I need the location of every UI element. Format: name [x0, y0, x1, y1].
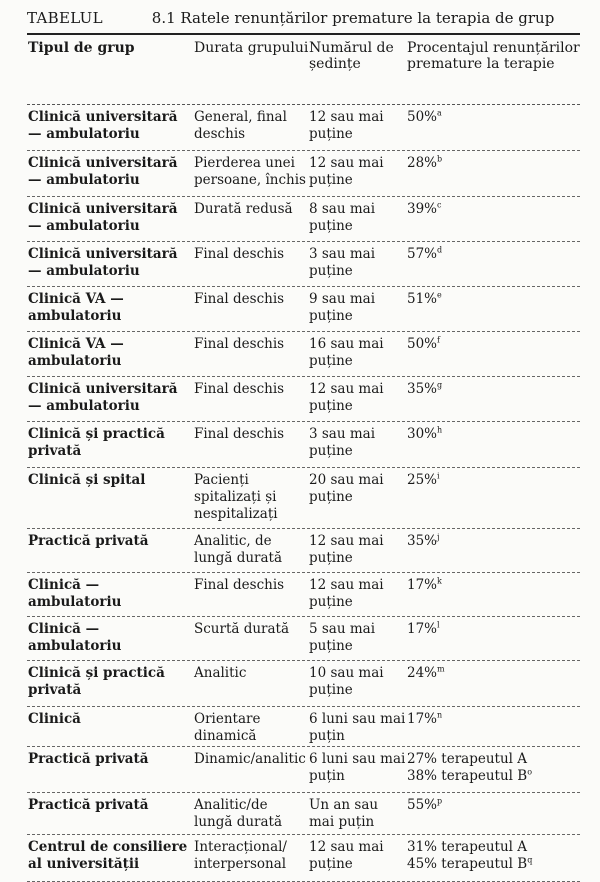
- footnote-marker: c: [437, 200, 442, 210]
- group-type-cell: Clinică și spital: [28, 472, 146, 488]
- dropout-rate-cell: [407, 468, 580, 528]
- header-group-type: Tipul de grup: [28, 40, 135, 56]
- dropout-rate-cell: [407, 105, 580, 150]
- footnote-marker: b: [437, 154, 443, 164]
- rate-value: 50%$^a$: [407, 108, 442, 125]
- sessions-cell: 6 luni sau mai puțin: [309, 711, 406, 744]
- table-row: [27, 377, 580, 422]
- rate-value: 35%$^g$: [407, 380, 443, 397]
- table-row: [27, 468, 580, 529]
- dropout-rate-cell: [407, 377, 580, 421]
- rate-value: 30%$^h$: [407, 425, 443, 442]
- dropout-rate-cell: [407, 573, 580, 616]
- group-type-cell: Clinică — ambulatoriu: [28, 621, 122, 654]
- table-row: [27, 332, 580, 377]
- rate-value: 31% terapeutul A: [407, 839, 528, 855]
- sessions-cell: 12 sau mai puține: [309, 533, 384, 566]
- rate-value: 51%$^e$: [407, 290, 442, 307]
- rate-value: 45% terapeutul $B^q$: [407, 855, 533, 872]
- duration-cell: Final deschis: [194, 381, 285, 397]
- group-type-cell: Clinică VA — ambulatoriu: [28, 291, 124, 324]
- group-type-cell: Clinică universitară — ambulatoriu: [28, 246, 178, 279]
- dropout-rate-cell: [407, 529, 580, 572]
- table-row: [27, 242, 580, 287]
- sessions-cell: 20 sau mai puține: [309, 472, 384, 505]
- sessions-cell: 3 sau mai puține: [309, 426, 376, 459]
- footnote-marker: a: [437, 108, 442, 118]
- duration-cell: Final deschis: [194, 291, 285, 307]
- table-caption: [27, 8, 587, 28]
- footnote-marker: m: [437, 664, 445, 674]
- table-row: [27, 529, 580, 573]
- duration-cell: Orientare dinamică: [194, 711, 261, 744]
- sessions-cell: 12 sau mai puține: [309, 839, 384, 872]
- duration-cell: Durată redusă: [194, 201, 293, 217]
- dropout-rate-cell: [407, 835, 580, 881]
- duration-cell: Pacienți spitalizați și nespitalizați: [194, 472, 278, 522]
- sessions-cell: 6 luni sau mai puțin: [309, 751, 406, 784]
- group-type-cell: Clinică VA — ambulatoriu: [28, 336, 124, 369]
- footnote-marker: k: [437, 576, 442, 586]
- sessions-cell: Un an sau mai puțin: [309, 797, 379, 830]
- sessions-cell: 5 sau mai puține: [309, 621, 376, 654]
- group-type-cell: Clinică și practică privată: [28, 426, 165, 459]
- table-row: [27, 287, 580, 332]
- duration-cell: Analitic: [194, 665, 247, 681]
- footnote-marker: l: [437, 620, 440, 630]
- group-type-cell: Clinică universitară — ambulatoriu: [28, 381, 178, 414]
- footnote-marker: g: [437, 380, 443, 390]
- caption-title: 8.1 Ratele renunțărilor premature la terapia de grup: [151, 9, 555, 27]
- table-row: [27, 747, 580, 793]
- rate-value: 55%$^p$: [407, 796, 443, 813]
- rate-value: 39%$^c$: [407, 200, 442, 217]
- group-type-cell: Clinică: [28, 711, 81, 727]
- group-type-cell: Clinică și practică privată: [28, 665, 165, 698]
- duration-cell: Pierderea unei persoane, închis: [194, 155, 306, 188]
- dropout-rate-cell: [407, 151, 580, 196]
- rate-value: 50%$^f$: [407, 335, 440, 352]
- header-dropout-rate: Procentajul renunțărilor premature la terapie: [407, 40, 580, 72]
- rate-value: 17%$^k$: [407, 576, 442, 593]
- table-row: [27, 617, 580, 661]
- table-row: [27, 197, 580, 242]
- rate-value: 35%$^j$: [407, 532, 440, 549]
- sessions-cell: 12 sau mai puține: [309, 381, 384, 414]
- footnote-marker: h: [437, 425, 443, 435]
- dropout-rate-cell: [407, 793, 580, 834]
- duration-cell: Analitic/de lungă durată: [194, 797, 283, 830]
- rate-value: 17%$^n$: [407, 710, 443, 727]
- table-row: [27, 105, 580, 151]
- group-type-cell: Practică privată: [28, 797, 149, 813]
- group-type-cell: Centrul de consiliere al universității: [28, 839, 188, 872]
- sessions-cell: 9 sau mai puține: [309, 291, 376, 324]
- sessions-cell: 12 sau mai puține: [309, 155, 384, 188]
- footnote-marker: d: [437, 245, 443, 255]
- dropout-rate-cell: [407, 707, 580, 746]
- table-row: [27, 422, 580, 468]
- table-row: [27, 661, 580, 707]
- dropout-rate-cell: [407, 661, 580, 706]
- header-duration: Durata grupului: [194, 40, 309, 56]
- duration-cell: Final deschis: [194, 577, 285, 593]
- dropout-rate-cell: [407, 617, 580, 660]
- table-row: [27, 835, 580, 882]
- group-type-cell: Clinică universitară — ambulatoriu: [28, 109, 178, 142]
- dropout-rate-cell: [407, 747, 580, 792]
- footnote-marker: n: [437, 710, 443, 720]
- group-type-cell: Clinică universitară — ambulatoriu: [28, 201, 178, 234]
- header-sessions: Numărul de ședințe: [309, 40, 394, 72]
- duration-cell: Final deschis: [194, 426, 285, 442]
- footnote-marker: e: [437, 290, 442, 300]
- dropout-rate-cell: [407, 197, 580, 241]
- sessions-cell: 16 sau mai puține: [309, 336, 384, 369]
- group-type-cell: Clinică universitară — ambulatoriu: [28, 155, 178, 188]
- rate-value: 17%$^l$: [407, 620, 440, 637]
- rate-value: 57%$^d$: [407, 245, 443, 262]
- rate-value: 38% terapeutul $B^o$: [407, 767, 533, 784]
- rate-value: 28%$^b$: [407, 154, 443, 171]
- sessions-cell: 8 sau mai puține: [309, 201, 376, 234]
- sessions-cell: 10 sau mai puține: [309, 665, 384, 698]
- duration-cell: Final deschis: [194, 246, 285, 262]
- footnote-marker: i: [437, 471, 440, 481]
- table-row: [27, 707, 580, 747]
- duration-cell: Interacțional/ interpersonal: [194, 839, 287, 872]
- sessions-cell: 12 sau mai puține: [309, 109, 384, 142]
- dropout-rate-cell: [407, 287, 580, 331]
- dropout-rate-cell: [407, 332, 580, 376]
- rate-value: 24%$^m$: [407, 664, 445, 681]
- table-header: [27, 38, 580, 105]
- table-row: [27, 573, 580, 617]
- rate-value: 27% terapeutul A: [407, 751, 528, 767]
- table-body: [27, 105, 580, 882]
- duration-cell: Scurtă durată: [194, 621, 290, 637]
- footnote-marker: j: [437, 532, 440, 542]
- footnote-marker: p: [437, 796, 443, 806]
- top-rule: [27, 33, 580, 35]
- sessions-cell: 12 sau mai puține: [309, 577, 384, 610]
- dropout-rate-cell: [407, 242, 580, 286]
- duration-cell: Dinamic/analitic: [194, 751, 306, 767]
- duration-cell: Final deschis: [194, 336, 285, 352]
- sessions-cell: 3 sau mai puține: [309, 246, 376, 279]
- duration-cell: Analitic, de lungă durată: [194, 533, 283, 566]
- table-row: [27, 151, 580, 197]
- rate-value: 25%$^i$: [407, 471, 440, 488]
- footnote-marker: q: [527, 855, 533, 865]
- footnote-marker: f: [437, 335, 440, 345]
- table-row: [27, 793, 580, 835]
- group-type-cell: Clinică — ambulatoriu: [28, 577, 122, 610]
- duration-cell: General, final deschis: [194, 109, 287, 142]
- dropout-rates-table: [27, 38, 580, 882]
- dropout-rate-cell: [407, 422, 580, 467]
- caption-label: TABELUL: [27, 9, 103, 27]
- footnote-marker: o: [527, 767, 533, 777]
- group-type-cell: Practică privată: [28, 751, 149, 767]
- group-type-cell: Practică privată: [28, 533, 149, 549]
